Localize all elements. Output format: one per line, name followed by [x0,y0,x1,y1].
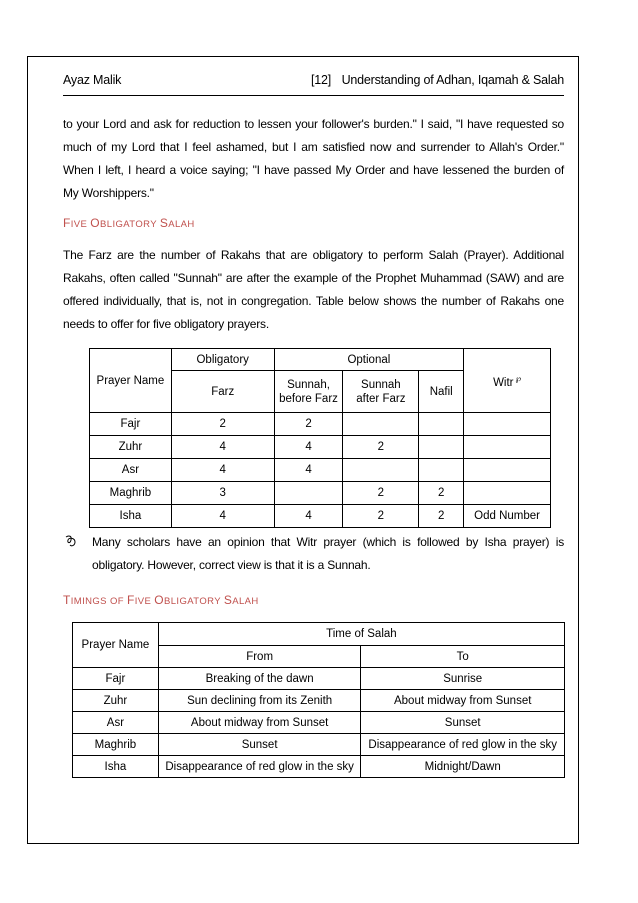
cell: Midnight/Dawn [361,756,565,778]
cell: Fajr [90,413,172,436]
cell: About midway from Sunset [158,712,361,734]
cell: Asr [73,712,159,734]
header-rule [63,95,564,96]
header-sunnah-before-farz: Sunnah, before Farz [274,371,343,413]
intro-line: much of my Lord that I feel ashamed, but I am satisfied now and surrender to Allah's Order." [63,140,564,154]
cell: Sunset [361,712,565,734]
table-row [90,459,551,482]
cell: 4 [171,505,274,528]
cell: Isha [90,505,172,528]
witr-note [92,531,564,577]
cell: Sunset [158,734,361,756]
note-marker-icon [64,534,78,548]
cell [343,413,419,436]
paragraph-line: needs to offer for five obligatory prayers. [63,317,269,331]
header-author: Ayaz Malik [63,73,122,87]
cell: Odd Number [464,505,551,528]
cell: 3 [171,482,274,505]
cell: Maghrib [90,482,172,505]
cell: Sun declining from its Zenith [158,690,361,712]
cell [464,482,551,505]
cell [343,459,419,482]
cell: 2 [343,505,419,528]
table-row [90,505,551,528]
cell: 2 [419,482,464,505]
cell: Disappearance of red glow in the sky [158,756,361,778]
intro-paragraph [63,113,564,205]
paragraph-line: Rakahs, often called "Sunnah" are after the example of the Prophet Muhammad (SAW) and are [63,271,564,285]
table-row [73,734,565,756]
note-line: obligatory. However, correct view is that it is a Sunnah. [92,558,371,572]
table-row [73,712,565,734]
table-row [90,482,551,505]
cell: Zuhr [73,690,159,712]
section-heading-timings: TIMINGS OF FIVE OBLIGATORY SALAH [63,593,259,607]
cell: 2 [171,413,274,436]
cell: 4 [274,459,343,482]
intro-line: When I left, I heard a voice saying; "I have passed My Order and have lessened the burden of [63,163,564,177]
header-farz: Farz [171,371,274,413]
cell: 2 [343,482,419,505]
section-heading-five-obligatory-salah: FIVE OBLIGATORY SALAH [63,216,195,230]
cell: Sunrise [361,668,565,690]
cell: 4 [171,459,274,482]
cell: Disappearance of red glow in the sky [361,734,565,756]
cell: Maghrib [73,734,159,756]
cell: Zuhr [90,436,172,459]
timing-table [72,622,565,778]
cell [419,436,464,459]
header-optional: Optional [274,349,464,371]
header-sunnah-after-farz: Sunnah after Farz [343,371,419,413]
table-row [90,436,551,459]
header-title: Understanding of Adhan, Iqamah & Salah [341,73,564,87]
header-prayer-name: Prayer Name [90,349,172,413]
cell [464,436,551,459]
intro-line: to your Lord and ask for reduction to lessen your follower's burden." I said, "I have requested so [63,117,564,131]
cell: Isha [73,756,159,778]
paragraph-line: offered individually, that is, not in congregation. Table below shows the number of Rakahs one [63,294,564,308]
cell: 4 [274,436,343,459]
header-to: To [361,646,565,668]
cell: Asr [90,459,172,482]
note-marker-icon: ℘ [515,373,522,383]
table-row [73,756,565,778]
table-row [73,690,565,712]
cell: 2 [274,413,343,436]
header-witr: Witr ℘ [464,349,551,413]
cell [419,413,464,436]
cell: Breaking of the dawn [158,668,361,690]
header-obligatory: Obligatory [171,349,274,371]
cell: 4 [274,505,343,528]
header-page-number: [12] [311,73,332,87]
intro-line: My Worshippers." [63,186,154,200]
cell: 2 [419,505,464,528]
cell [464,413,551,436]
cell: About midway from Sunset [361,690,565,712]
cell [464,459,551,482]
header-prayer-name: Prayer Name [73,623,159,668]
cell: Fajr [73,668,159,690]
cell [274,482,343,505]
farz-paragraph [63,244,564,336]
header-nafil: Nafil [419,371,464,413]
cell [419,459,464,482]
cell: 2 [343,436,419,459]
paragraph-line: The Farz are the number of Rakahs that are obligatory to perform Salah (Prayer). Additional [63,248,564,262]
header-from: From [158,646,361,668]
note-line: Many scholars have an opinion that Witr prayer (which is followed by Isha prayer) is [92,535,564,549]
rakah-table [89,348,551,528]
table-row [73,668,565,690]
cell: 4 [171,436,274,459]
table-row [90,413,551,436]
header-time-of-salah: Time of Salah [158,623,564,646]
